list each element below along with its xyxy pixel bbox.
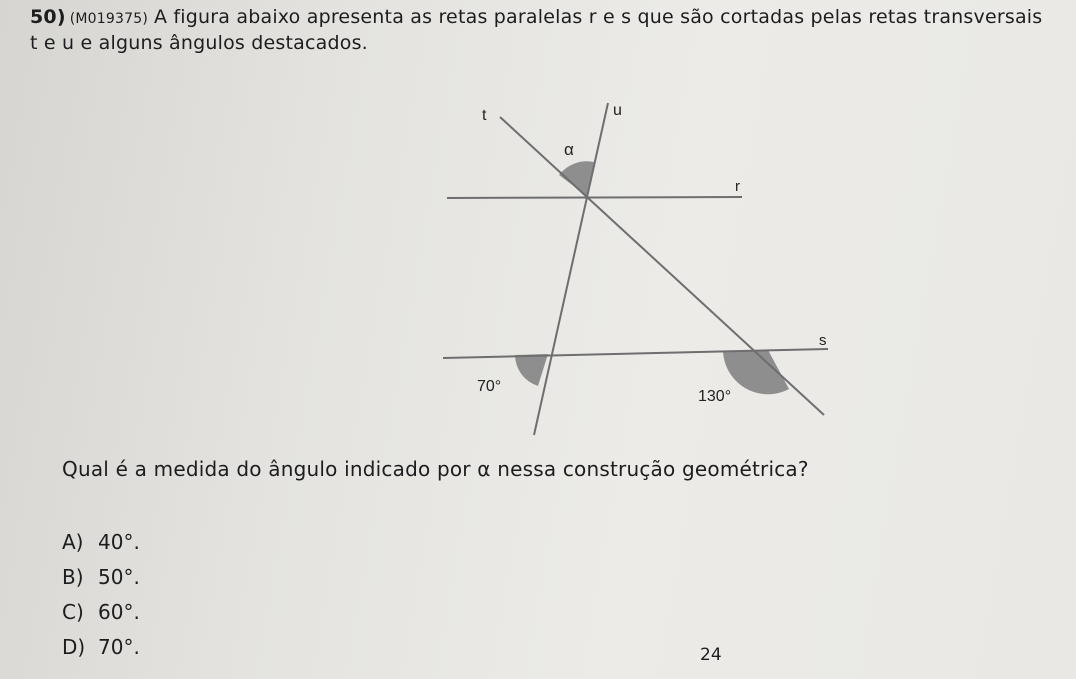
label-u: u	[613, 102, 622, 119]
question-prompt: Qual é a medida do ângulo indicado por α nessa construção geométrica?	[62, 457, 809, 481]
label-alpha: α	[564, 140, 574, 159]
geometry-figure	[430, 95, 850, 440]
angle-70-arc	[515, 354, 548, 386]
option-a[interactable]	[62, 525, 140, 560]
label-s: s	[819, 332, 827, 349]
label-r: r	[735, 178, 740, 195]
option-b-letter: B)	[62, 565, 84, 589]
option-c-letter: C)	[62, 600, 84, 624]
question-statement-line2: t e u e alguns ângulos destacados.	[30, 32, 368, 54]
label-130: 130°	[698, 388, 732, 405]
option-c[interactable]	[62, 595, 140, 630]
angle-130-arc	[723, 350, 789, 394]
option-b-text: 50°.	[98, 565, 140, 589]
line-r	[447, 197, 742, 198]
option-c-text: 60°.	[98, 600, 140, 624]
page-number: 24	[700, 645, 722, 665]
question-code: (M019375)	[69, 11, 148, 27]
option-d-text: 70°.	[98, 635, 140, 659]
option-a-letter: A)	[62, 530, 84, 554]
question-header	[30, 6, 1042, 28]
option-d[interactable]	[62, 630, 140, 665]
question-number: 50)	[30, 6, 66, 28]
option-a-text: 40°.	[98, 530, 140, 554]
question-statement-line1: A figura abaixo apresenta as retas paralelas r e s que são cortadas pelas retas transversais	[153, 6, 1043, 28]
label-70: 70°	[477, 378, 502, 395]
option-d-letter: D)	[62, 635, 86, 659]
label-t: t	[482, 107, 487, 124]
answer-options	[62, 525, 140, 665]
option-b[interactable]	[62, 560, 140, 595]
